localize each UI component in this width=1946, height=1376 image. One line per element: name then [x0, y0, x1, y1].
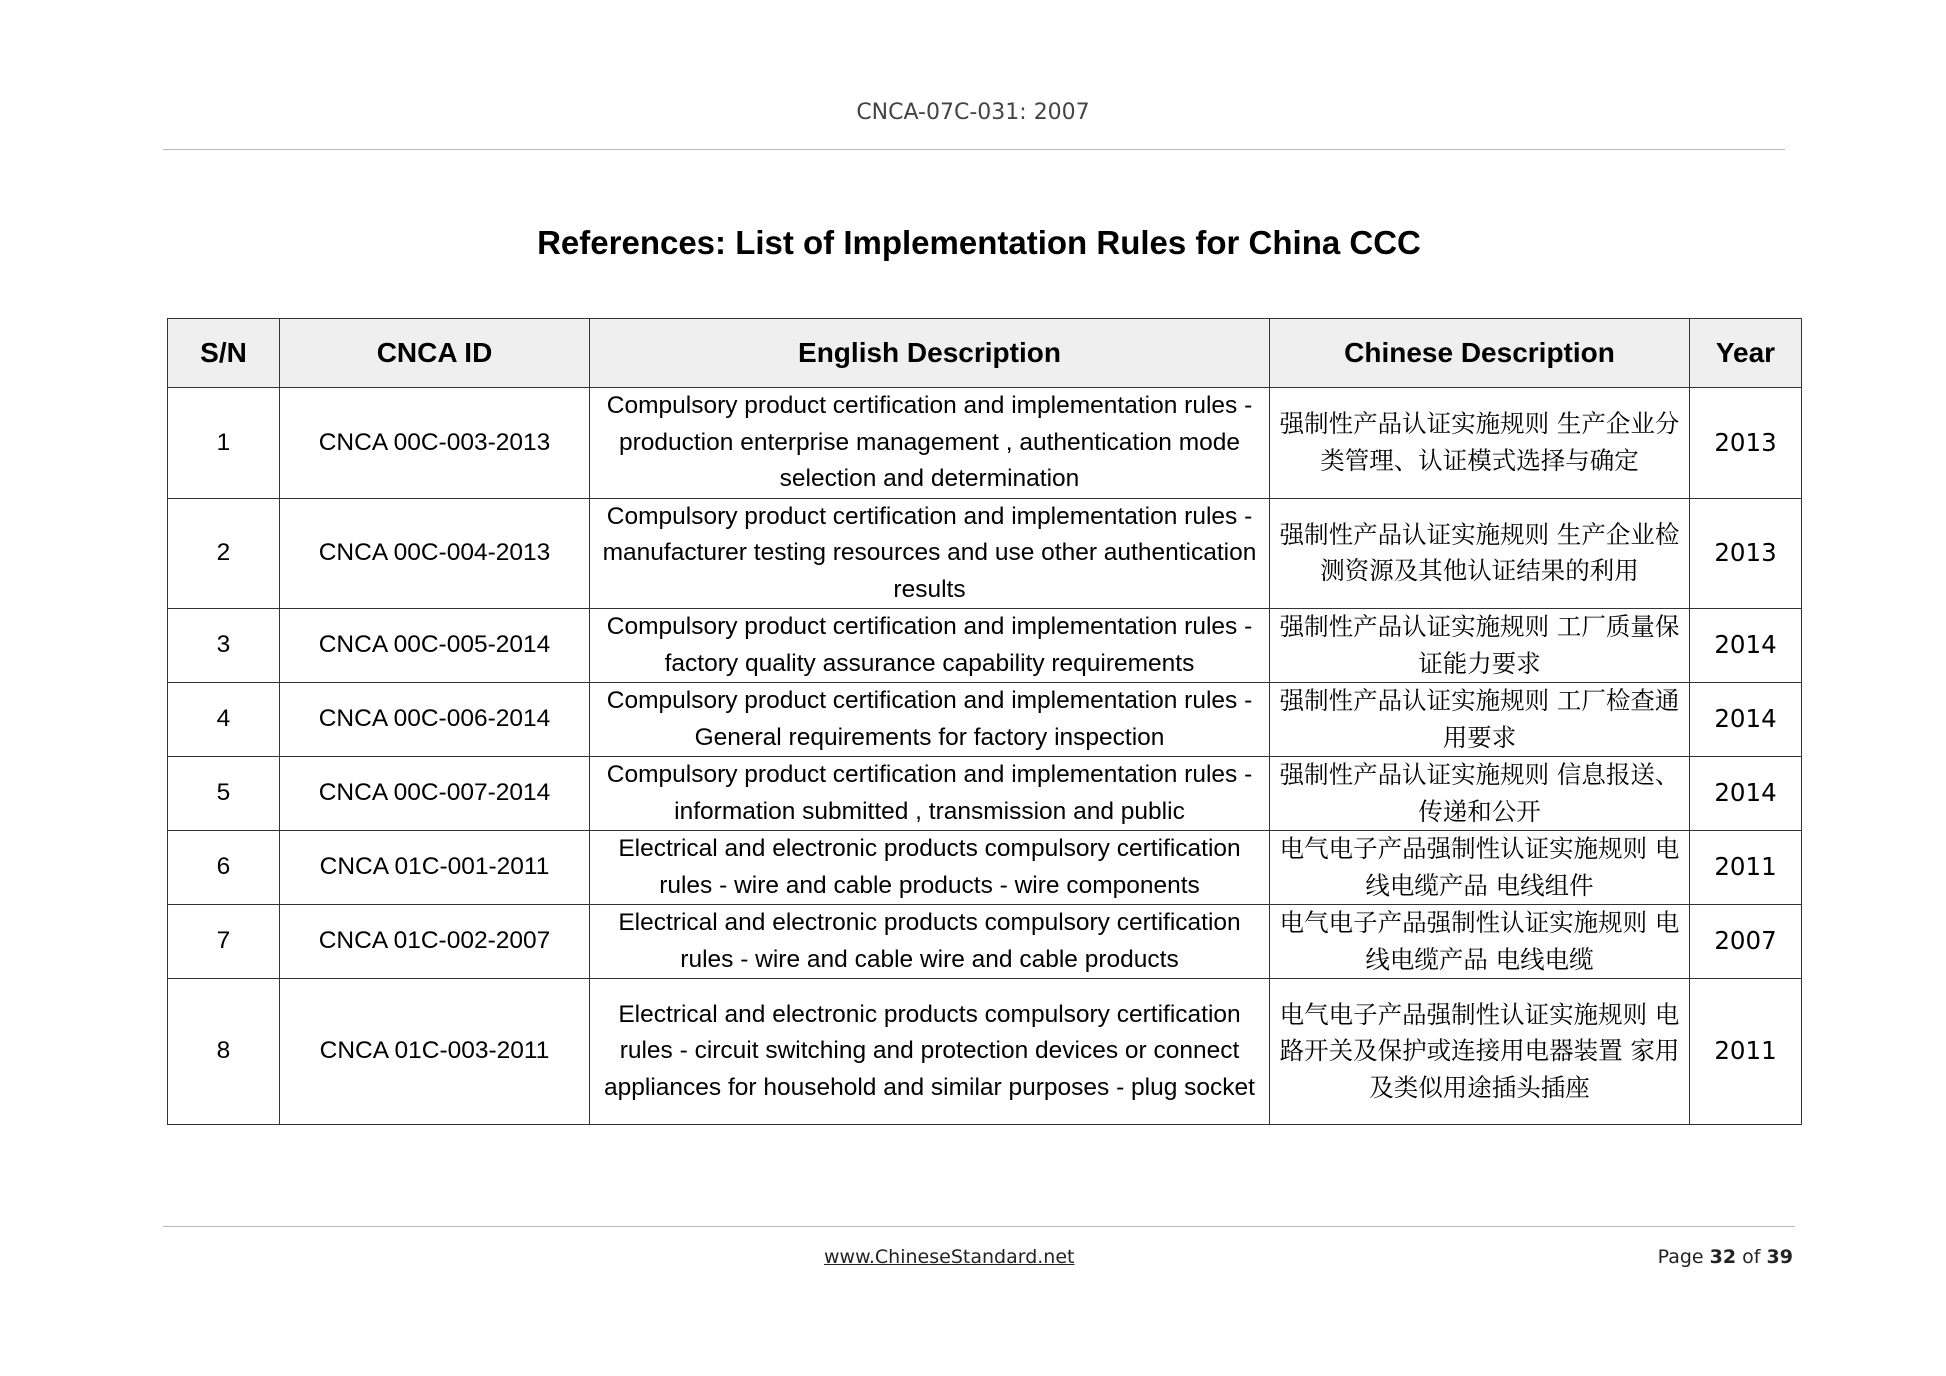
cell-sn: 8	[168, 979, 280, 1125]
page-number	[1658, 1246, 1793, 1268]
page-current: 32	[1709, 1246, 1737, 1268]
cell-year: 2013	[1690, 388, 1802, 499]
table-row	[168, 388, 1802, 499]
table-row	[168, 831, 1802, 905]
cell-sn: 1	[168, 388, 280, 499]
cell-chinese-description: 电气电子产品强制性认证实施规则 电线电缆产品 电线组件	[1270, 831, 1690, 905]
cell-cnca-id: CNCA 00C-005-2014	[280, 609, 590, 683]
cell-chinese-description: 电气电子产品强制性认证实施规则 电线电缆产品 电线电缆	[1270, 905, 1690, 979]
cell-english-description: Electrical and electronic products compulsory certification rules - wire and cable wire and cable products	[590, 905, 1270, 979]
table-header-row	[168, 319, 1802, 388]
column-header-chinese-description: Chinese Description	[1270, 319, 1690, 388]
table-row	[168, 979, 1802, 1125]
page-of: of	[1742, 1246, 1761, 1268]
table-row	[168, 498, 1802, 609]
table-row	[168, 683, 1802, 757]
cell-cnca-id: CNCA 01C-003-2011	[280, 979, 590, 1125]
cell-year: 2014	[1690, 757, 1802, 831]
table-row	[168, 757, 1802, 831]
cell-sn: 3	[168, 609, 280, 683]
footer-divider	[163, 1226, 1795, 1227]
cell-chinese-description: 强制性产品认证实施规则 生产企业分类管理、认证模式选择与确定	[1270, 388, 1690, 499]
header-divider	[163, 149, 1785, 150]
page-title: References: List of Implementation Rules for China CCC	[537, 224, 1421, 261]
document-code: CNCA-07C-031: 2007	[856, 100, 1090, 125]
references-table	[167, 318, 1802, 1125]
cell-year: 2007	[1690, 905, 1802, 979]
cell-cnca-id: CNCA 01C-001-2011	[280, 831, 590, 905]
column-header-english-description: English Description	[590, 319, 1270, 388]
cell-sn: 7	[168, 905, 280, 979]
cell-year: 2013	[1690, 498, 1802, 609]
cell-cnca-id: CNCA 00C-007-2014	[280, 757, 590, 831]
table-row	[168, 609, 1802, 683]
cell-chinese-description: 电气电子产品强制性认证实施规则 电路开关及保护或连接用电器装置 家用及类似用途插头插座	[1270, 979, 1690, 1125]
cell-cnca-id: CNCA 00C-003-2013	[280, 388, 590, 499]
cell-cnca-id: CNCA 01C-002-2007	[280, 905, 590, 979]
page-total: 39	[1766, 1246, 1793, 1268]
cell-chinese-description: 强制性产品认证实施规则 生产企业检测资源及其他认证结果的利用	[1270, 498, 1690, 609]
column-header-year: Year	[1690, 319, 1802, 388]
cell-english-description: Compulsory product certification and implementation rules - factory quality assurance capability requirements	[590, 609, 1270, 683]
cell-english-description: Compulsory product certification and implementation rules - manufacturer testing resources and use other authentication results	[590, 498, 1270, 609]
table-row	[168, 905, 1802, 979]
cell-chinese-description: 强制性产品认证实施规则 工厂检查通用要求	[1270, 683, 1690, 757]
cell-english-description: Electrical and electronic products compulsory certification rules - circuit switching and protection devices or connect appliances for household and similar purposes - plug socket	[590, 979, 1270, 1125]
cell-sn: 5	[168, 757, 280, 831]
cell-sn: 4	[168, 683, 280, 757]
cell-year: 2011	[1690, 831, 1802, 905]
cell-chinese-description: 强制性产品认证实施规则 工厂质量保证能力要求	[1270, 609, 1690, 683]
cell-cnca-id: CNCA 00C-006-2014	[280, 683, 590, 757]
cell-english-description: Compulsory product certification and implementation rules - General requirements for factory inspection	[590, 683, 1270, 757]
column-header-cnca-id: CNCA ID	[280, 319, 590, 388]
cell-english-description: Compulsory product certification and implementation rules - information submitted , transmission and public	[590, 757, 1270, 831]
cell-year: 2014	[1690, 609, 1802, 683]
cell-english-description: Electrical and electronic products compulsory certification rules - wire and cable products - wire components	[590, 831, 1270, 905]
cell-chinese-description: 强制性产品认证实施规则 信息报送、传递和公开	[1270, 757, 1690, 831]
cell-year: 2011	[1690, 979, 1802, 1125]
footer-website-link[interactable]: www.ChineseStandard.net	[824, 1246, 1075, 1268]
page-label: Page	[1657, 1246, 1704, 1268]
cell-year: 2014	[1690, 683, 1802, 757]
cell-cnca-id: CNCA 00C-004-2013	[280, 498, 590, 609]
cell-english-description: Compulsory product certification and implementation rules - production enterprise management , authentication mode selection and determination	[590, 388, 1270, 499]
column-header-sn: S/N	[168, 319, 280, 388]
cell-sn: 2	[168, 498, 280, 609]
cell-sn: 6	[168, 831, 280, 905]
